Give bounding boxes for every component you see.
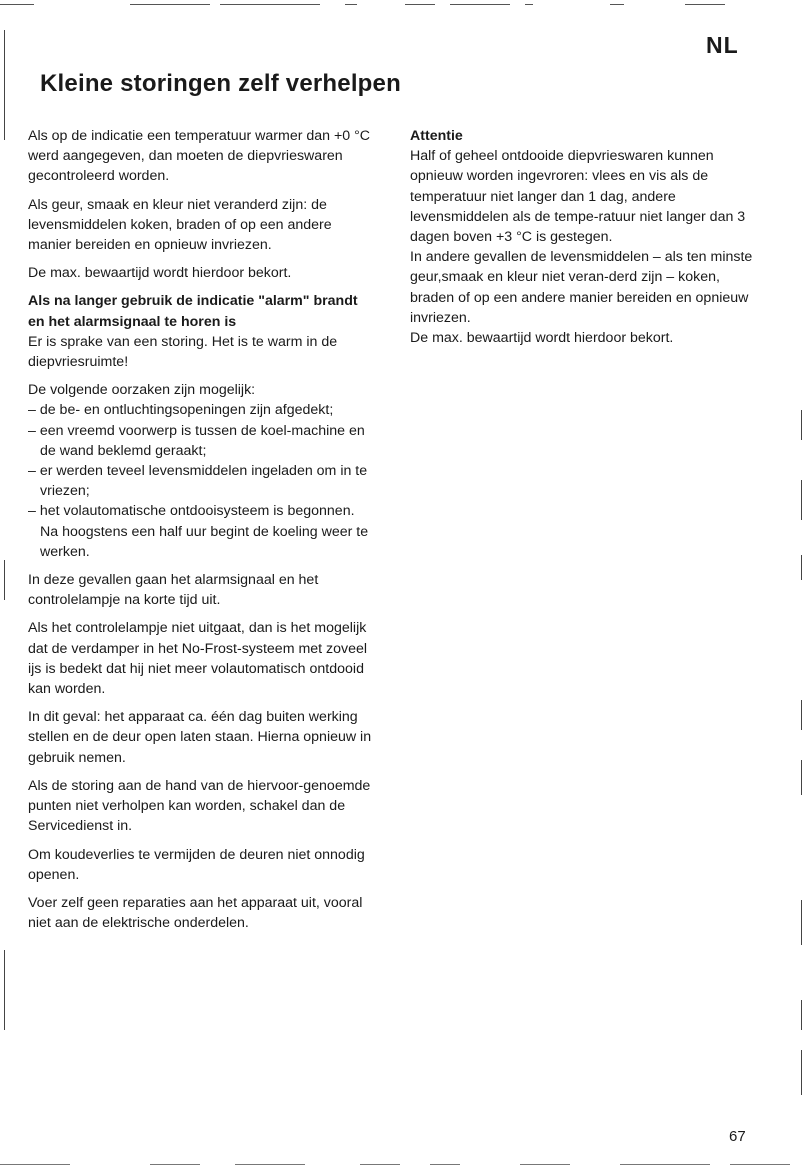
paragraph-refreeze: Half of geheel ontdooide diepvrieswaren kunnen opnieuw worden ingevroren: vlees en vis als de temperatuur niet langer dan 1 dag, andere levensmiddelen als de tempe-ratuur niet langer dan 3 dagen boven +3 °C is gestegen. xyxy=(410,148,746,246)
right-edge-line xyxy=(801,480,802,520)
language-label: NL xyxy=(706,32,739,58)
list-item: – er werden teveel levensmiddelen ingeladen om in te vriezen; xyxy=(28,463,368,500)
paragraph-other-cases: In andere gevallen de levensmiddelen – als ten minste geur,smaak en kleur niet veran-derd zijn – koken, braden of op een andere manier bereiden en opnieuw invriezen. xyxy=(410,249,753,326)
left-edge-line xyxy=(4,30,5,140)
paragraph-storage-time-right: De max. bewaartijd wordt hierdoor bekort. xyxy=(410,330,674,347)
right-edge-line xyxy=(801,700,802,730)
paragraph-defrost-day: In dit geval: het apparaat ca. één dag buiten werking stellen en de deur open laten staan. Hierna opnieuw in gebruik nemen. xyxy=(28,709,372,766)
left-edge-line xyxy=(4,950,5,1030)
bottom-rule xyxy=(0,1164,805,1165)
causes-intro: De volgende oorzaken zijn mogelijk: xyxy=(28,382,256,399)
top-rule xyxy=(0,0,805,8)
right-edge-line xyxy=(801,1000,802,1030)
paragraph-alarm-off: In deze gevallen gaan het alarmsignaal en het controlelampje na korte tijd uit. xyxy=(28,572,319,609)
page-title: Kleine storingen zelf verhelpen xyxy=(40,70,401,97)
right-edge-line xyxy=(801,555,802,580)
right-edge-line xyxy=(801,900,802,945)
paragraph-storage-time: De max. bewaartijd wordt hierdoor bekort. xyxy=(28,265,292,282)
right-edge-line xyxy=(801,760,802,795)
paragraph-temperature: Als op de indicatie een temperatuur warmer dan +0 °C werd aangegeven, dan moeten de diepvrieswaren gecontroleerd worden. xyxy=(28,128,371,185)
paragraph-cold-loss: Om koudeverlies te vermijden de deuren niet onnodig openen. xyxy=(28,846,365,883)
paragraph-service: Als de storing aan de hand van de hiervoor-genoemde punten niet verholpen kan worden, schakel dan de Servicedienst in. xyxy=(28,777,371,835)
list-item: – het volautomatische ontdooisysteem is begonnen. Na hoogstens een half uur begint de koeling weer te werken. xyxy=(28,503,369,560)
paragraph-repairs: Voer zelf geen reparaties aan het apparaat uit, vooral niet aan de elektrische onderdelen. xyxy=(28,894,363,932)
list-item: – een vreemd voorwerp is tussen de koel-machine en de wand beklemd geraakt; xyxy=(28,422,365,459)
paragraph-odor-taste: Als geur, smaak en kleur niet veranderd zijn: de levensmiddelen koken, braden of op een andere manier bereiden en opnieuw invriezen. xyxy=(28,196,332,254)
causes-list xyxy=(28,400,374,562)
right-column xyxy=(410,126,755,348)
page-number: 67 xyxy=(729,1128,746,1145)
left-edge-line xyxy=(4,560,5,600)
left-column xyxy=(28,126,374,941)
paragraph-no-frost: Als het controlelampje niet uitgaat, dan is het mogelijk dat de verdamper in het No-Frost-systeem met zoveel ijs is bedekt dat hij niet meer volautomatisch ontdooid kan worden. xyxy=(28,620,368,698)
right-edge-line xyxy=(801,410,802,440)
alarm-text: Er is sprake van een storing. Het is te warm in de diepvriesruimte! xyxy=(28,333,338,371)
right-edge-line xyxy=(801,1050,802,1095)
alarm-heading: Als na langer gebruik de indicatie "alarm" brandt en het alarmsignaal te horen is xyxy=(28,293,358,330)
list-item: – de be- en ontluchtingsopeningen zijn afgedekt; xyxy=(28,402,334,419)
attention-heading: Attentie xyxy=(410,128,463,144)
alarm-section xyxy=(28,291,374,372)
